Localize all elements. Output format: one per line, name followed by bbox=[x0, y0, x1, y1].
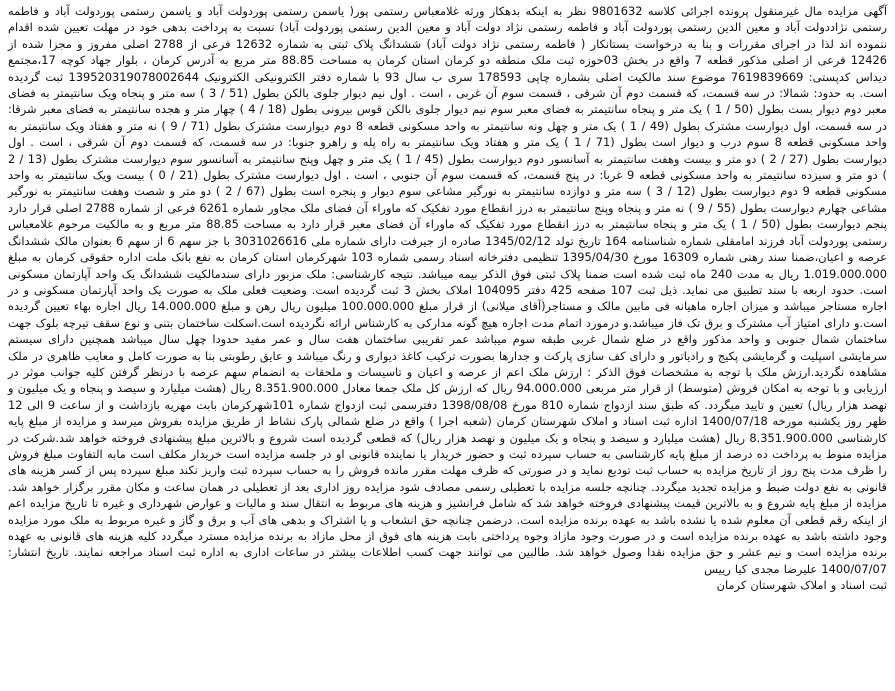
notice-signoff: ثبت اسناد و املاک شهرستان کرمان bbox=[716, 578, 887, 593]
auction-notice bbox=[8, 3, 887, 594]
notice-body-text: آگهی مزایده مال غیرمنقول پرونده اجرائی کلاسه 9801632 نظر به اینکه بدهکار ورثه غلامعباس رستمی پور( یاسمن رستمی پوردولت آباد و یاسمن رستمی پوردولت آباد و فاطمه رستمی نژاددولت آباد و معین الدین رستمی پوردولت آباد و فاطمه رستمی نژاد دولت آباد و معین الدین رستمی پوردولت آباد) نسبت به پرداخت بدهی خود در مهلت تعیین شده اقدام ننموده اند لذا در اجرای مقررات و بنا به درخواست بستانکار ( فاطمه رستمی نژاد دولت آباد) ششدانگ پلاک ثبتی به شماره 12632 فرعی از 2788 اصلی مفروز و مجزا شده از 12426 فرعی از اصلی مذکور قطعه 7 واقع در بخش 03حوزه ثبت ملک منطقه دو کرمان استان کرمان به مساحت 88.85 متر مربع به آدرس کرمان ، بلوار جهاد کوچه 17،مجتمع دیداس کدپستی: 7619839669 موضوع سند مالکیت اصلی بشماره چاپی 178593 سری ب سال 93 با شماره دفتر الکترونیکی الکترونیک 139520319078002644 ثبت گردیده است. به حدود: شمالا: در سه قسمت، که قسمت دوم آن شرقی ، قسمت سوم آن غربی ، است . اول نیم دیوار جلوی بالکن بطول (51 / 3 ) سه متر و پنجاه ویک سانتیمتر به فضای معبر دوم دیوار بست بطول (50 / 1 ) یک متر و پنجاه سانتیمتر به فضای معبر سوم نیم دیوار جلوی بالکن قوس بیرونی بطول (18 / 4 ) چهار متر و هجده سانتیمتر به فضای معبر شرقا: در سه قسمت، اول دیوارست مشترک بطول (49 / 1 ) یک متر و چهل ونه سانتیمتر به واحد مسکونی قطعه 8 دوم دیوارست مشترک بطول (71 / 9 ) نه متر و هفتاد ویک سانتیمتر به واحد مسکونی قطعه 8 سوم درب و دیوار است بطول (71 / 1 ) یک متر و هفتاد ویک سانتیمتر به راه پله و راهرو جنوبا: در سه قسمت، که قسمت دوم آن شرقی ، است . اول دیوارست بطول (27 / 2 ) دو متر و بیست وهفت سانتیمتر به آسانسور دوم دیوارست بطول (45 / 1 ) یک متر و چهل وپنج سانتیمتر به آسانسور سوم دیوارست مشترک بطول (13 / 2 ) دو متر و سیزده سانتیمتر به واحد مسکونی قطعه 9 غربا: در پنج قسمت، که قسمت سوم آن جنوبی ، است . اول دیوارست مشترک بطول (21 / 0 ) بیست ویک سانتیمتر به واحد مسکونی قطعه 9 دوم دیوارست بطول (12 / 3 ) سه متر و دوازده سانتیمتر به نورگیر مشاعی سوم دیوار و پنجره است بطول (67 / 2 ) دو متر و شصت وهفت سانتیمتر به نورگیر مشاعی چهارم دیوارست بطول (55 / 9 ) نه متر و پنجاه وپنج سانتیمتر به درز انقطاع مورد تفکیک که ماوراء آن فضای ملک مجاور شماره 6261 فرعی از شماره 2788 اصلی قرار دارد پنجم دیوارست بطول (50 / 1 ) یک متر و پنجاه سانتیمتر به درز انقطاع مورد تفکیک که ماوراء آن فضای معبر قرار دارد به مساحت 88.85 متر مربع و به مالکیت مرحوم غلامعباس رستمی پوردولت آباد فرزند امامقلی شماره شناسنامه 164 تاریخ تولد 1345/02/12 صادره از جیرفت دارای شماره ملی 3031026616 با جز سهم 6 از سهم 6 بعنوان مالک ششدانگ عرصه و اعیان،ضمنا سند رهنی شماره 16309 مورخ 1395/04/30 تنظیمی دفترخانه اسناد رسمی شماره 103 شهرکرمان استان کرمان به نفع بانک ملت اداره حقوقی کرمان به مبلغ 1.019.000.000 ریال به مدت 240 ماه ثبت شده است ضمنا پلاک ثبتی فوق الذکر بیمه میباشد. نتیجه کارشناسی: ملک مزبور دارای سندمالکیت ششدانگ یک واحد آپارتمان مسکونی است. حدود اربعه با سند تطبیق می نماید. ذیل ثبت 107 صفحه 425 دفتر 104095 املاک بخش 3 ثبت گردیده است. وضعیت فعلی ملک به صورت یک واحد آپارتمان مسکونی و در اجاره مستاجر میباشد و میزان اجاره ماهیانه فی مابین مالک و مستاجر(آقای میلانی) از قرار مبلغ 100.000.000 میلیون ریال رهن و مبلغ 14.000.000 ریال اجاره بهاء تعیین گردیده است.و دارای امتیاز آب مشترک و برق تک فاز میباشد.و درمورد اتمام مدت اجاره هیچ گونه مدارکی به کارشناس ارائه نگردیده است.اسکلت ساختمان بتنی و نوع سقف تیرچه بلوک جهت ساختمان شمال جنوبی و واحد مذکور واقع در ضلع شمال غربی طبقه سوم میباشد عمر تقریبی ساختمان هفت سال و عمر مفید حدودا چهل سال میباشد همچنین دارای سیستم سرمایشی اسپلیت و گرمایشی پکیج و رادیاتور و دارای کف سازی پارکت و جدارها بصورت ترکیب کاغذ دیواری و رنگ میباشد و عایق رطوبتی بنا به صورت کامل و معایب ظاهری در ملک مشاهده نگردید.ارزش ملک با توجه به مشخصات فوق الذکر : ارزش ملک اعم از عرصه و اعیان و تاسیسات و ملحقات به انضمام سهم عرصه با درنظر گرفتن کلیه جوانب موثر در ارزیابی و با توجه به امکان فروش (متوسط) از قرار متر مربعی 94.000.000 ریال که ارزش کل ملک جمعا معادل 8.351.900.000 ریال (هشت میلیارد و سیصد و پنجاه و یک میلیون و نهصد هزار ریال) تعیین و تایید میگردد. که طبق سند ازدواج شماره 810 مورخ 1398/08/08 دفترسمی ثبت ازدواج شماره 101شهرکرمان بابت مهریه بازداشت و از ساعت 9 الی 12 ظهر روز یکشنبه مورخه 1400/07/18 اداره ثبت اسناد و املاک شهرستان کرمان (شعبه اجرا ) واقع در ضلع شمالی پارک نشاط از طریق مزایده بفروش میرسد و مزایده از مبلغ پایه کارشناسی 8.351.900.000 ریال (هشت میلیارد و سیصد و پنجاه و یک میلیون و نهصد هزار ریال) که قطعی گردیده است شروع و بالاترین مبلغ پیشنهادی فروخته خواهد شد.شرکت در مزایده منوط به پرداخت ده درصد از مبلغ پایه کارشناسی به حساب سپرده ثبت و حضور خریدار یا نماینده قانونی او در جلسه مزایده است خریدار مکلف است مابه التفاوت مبلغ فروش را ظرف مدت پنج روز از تاریخ مزایده به حساب ثبت تودیع نماید و در صورتی که ظرف مهلت مقرر مانده فروش را به حساب سپرده ثبت واریز نکند مبلغ سپرده پس از کسر هزینه های قانونی به نفع دولت ضبط و مزایده تجدید میگردد. چنانچه جلسه مزایده با تعطیلی رسمی مصادف شود مزایده روز اداری بعد از تعطیلی در همان ساعت و مکان مقرر برگزار خواهد شد. مزایده از مبلغ پایه شروع و به بالاترین قیمت پیشنهادی فروخته خواهد شد که شامل فرانشیز و هزینه های مربوط به انتقال سند و مالیات و عوارض شهرداری و غیره تا تاریخ مزایده اعم از اینکه رقم قطعی آن معلوم شده یا نشده باشد به عهده برنده مزایده است. درضمن چنانچه حق انشعاب و یا اشتراک و بدهی های آب و برق و گاز و غیره مربوط به ملک مورد مزایده وجود داشته باشد به عهده برنده مزایده است و در صورت وجود مازاد وجوه پرداختی بابت هزینه های فوق از محل مازاد به برنده مزایده مسترد میگردد کلیه هزینه های قانونی به عهده برنده مزایده است و نیم عشر و حق مزایده نقدا وصول خواهد شد. طالبین می توانند جهت کسب اطلاعات بیشتر در ساعات اداری به اداره ثبت اسناد مراجعه نمایند. تاریخ انتشار: 1400/07/07 علیرضا مجدی کیا رییس bbox=[8, 4, 888, 576]
